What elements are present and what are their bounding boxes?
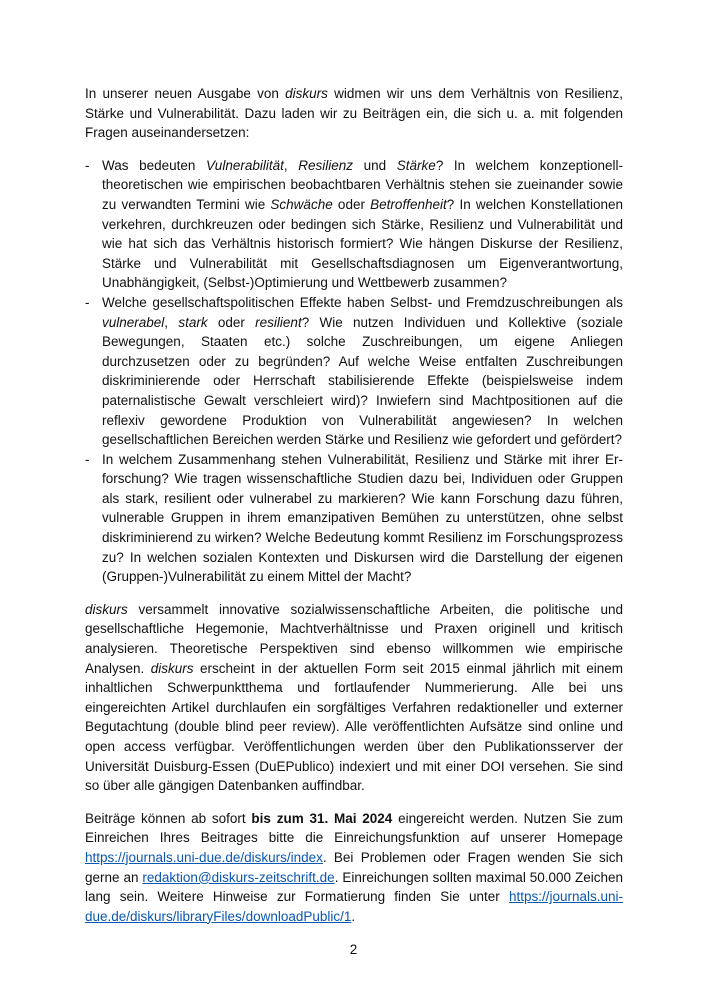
url-link[interactable]: https://journals.uni-due.de/diskurs/libraryFiles/downloadPublic/1 [85,889,623,924]
text-run: ? In welchem konzeptionell-theoretischen wie empirischen beobachtbaren Verhältnis stehen sie zueinander sowie zu verwandten Termini wie [102,157,623,212]
bullet-dash: - [85,294,90,310]
page-number: 2 [349,942,358,957]
text-run: versammelt innovative sozialwissenschaftliche Arbeiten, die politische und gesellschaftliche Hegemonie, Machtverhältnisse und Praxen originell und kritisch analysieren. Theoretische Perspektiven sind ebenso willkommen wie empirische Analysen. [85,601,623,676]
italic-term: Stärke [396,157,436,173]
question-text [102,295,623,447]
text-run: Beiträge können ab sofort [85,810,252,826]
email-link[interactable]: redaktion@diskurs-zeitschrift.de [142,869,335,885]
question-text [102,158,623,291]
italic-term: Schwäche [270,196,333,212]
text-run: erscheint in der aktuellen Form seit 2015 einmal jährlich mit einem inhaltlichen Schwerpunktthema und fortlaufender Nummerierung. Alle bei uns eingereichten Artikel durchlaufen ein sorgfältiges Verfahren redaktioneller und externer Begutachtung (double blind peer review). Alle veröffentlichten Aufsätze sind online und open access verfügbar. Veröffentlichungen werden über den Publikationsserver der Universität Duisburg-Essen (DuEPublico) indexiert und mit einer DOI versehen. Sie sind so über alle gängigen Datenbanken auffindbar. [85,660,623,794]
text-run: , [283,157,299,173]
italic-term: Resilienz [298,157,354,173]
submission-paragraph [85,809,623,927]
question-item [85,450,623,587]
italic-term: resilient [255,314,302,330]
question-list [85,156,623,587]
question-item [85,293,623,450]
text-run: In welchem Zusammenhang stehen Vulnerabilität, Resilienz und Stärke mit ihrer Erforschung? Wie tragen wissenschaftliche Studien dazu bei, Individuen oder Gruppen als stark, resilient oder vulnerabel zu markieren? Wie kann Forschung dazu führen, vulnerable Gruppen in ihrem emanzipativen Bemühen zu unterstützen, ohne selbst diskriminierend zu wirken? Welche Bedeutung kommt Resilienz im Forschungsprozess zu? In welchen sozialen Kontexten und Diskursen wird die Darstellung der eigenen (Gruppen-)Vulnerabilität zu einem Mittel der Macht? [102,451,623,585]
question-text [102,452,623,585]
text-run: Welche gesellschaftspolitischen Effekte haben Selbst- und Fremdzuschreibungen als [102,294,623,310]
italic-term: stark [178,314,208,330]
text-run: . [351,908,356,924]
text-run: und [353,157,397,173]
text-run: . Bei Problemen oder Fragen wenden Sie sich gerne an [85,849,623,885]
text-run: , [164,314,179,330]
about-paragraph [85,600,623,796]
italic-term: diskurs [150,660,194,676]
text-run: Was bedeuten [102,157,207,173]
text-run: . Einreichungen sollten maximal 50.000 Zeichen lang sein. Weitere Hinweise zur Formatierung finden Sie unter [85,869,623,905]
page-body [85,84,623,939]
text-run: oder [332,196,371,212]
italic-term: vulnerabel [102,314,165,330]
text-run: widmen wir uns dem Verhältnis von Resilienz, Stärke und Vulnerabilität. Dazu laden wir zu Beiträgen ein, die sich u. a. mit folgenden Fragen auseinandersetzen: [85,86,623,141]
question-item [85,156,623,293]
url-link[interactable]: https://journals.uni-due.de/diskurs/index [85,849,323,865]
italic-term: Betroffenheit [370,196,447,212]
bullet-dash: - [85,157,90,173]
deadline-text: bis zum 31. Mai 2024 [251,810,393,826]
intro-paragraph [85,84,623,143]
text-run: In unserer neuen Ausgabe von [85,86,286,101]
text-run: ? Wie nutzen Individuen und Kollektive (soziale Bewegungen, Staaten etc.) solche Zuschreibungen, um eigene Anliegen durchzusetzen oder zu begründen? Auf welche Weise entfalten Zuschreibungen diskriminierende oder Herrschaft stabilisierende Effekte (beispielsweise indem paternalistische Gewalt verschleiert wird)? Inwiefern sind Machtpositionen auf die reflexiv gewordene Produktion von Vulnerabilität angewiesen? In welchen gesellschaftlichen Bereichen werden Stärke und Resilienz wie gefordert und gefördert? [102,314,623,448]
italic-term: diskurs [85,601,128,617]
text-run: oder [207,314,256,330]
text-run: eingereicht werden. Nutzen Sie zum Einreichen Ihres Beitrages bitte die Einreichungsfunktion auf unserer Homepage [85,810,623,846]
italic-term: Vulnerabilität [206,157,284,173]
text-run: ? In welchen Konstellationen verkehren, durchkreuzen oder bedingen sich Stärke, Resilienz und Vulnerabilität und wie hat sich das Verhältnis historisch formiert? Wie hängen Diskurse der Resilienz, Stärke und Vulnerabilität mit Gesellschaftsdiagnosen um Eigenverantwortung, Unabhängigkeit, (Selbst-)Optimierung und Wettbewerb zusammen? [102,196,623,291]
italic-term: diskurs [285,86,328,101]
bullet-dash: - [85,451,90,467]
